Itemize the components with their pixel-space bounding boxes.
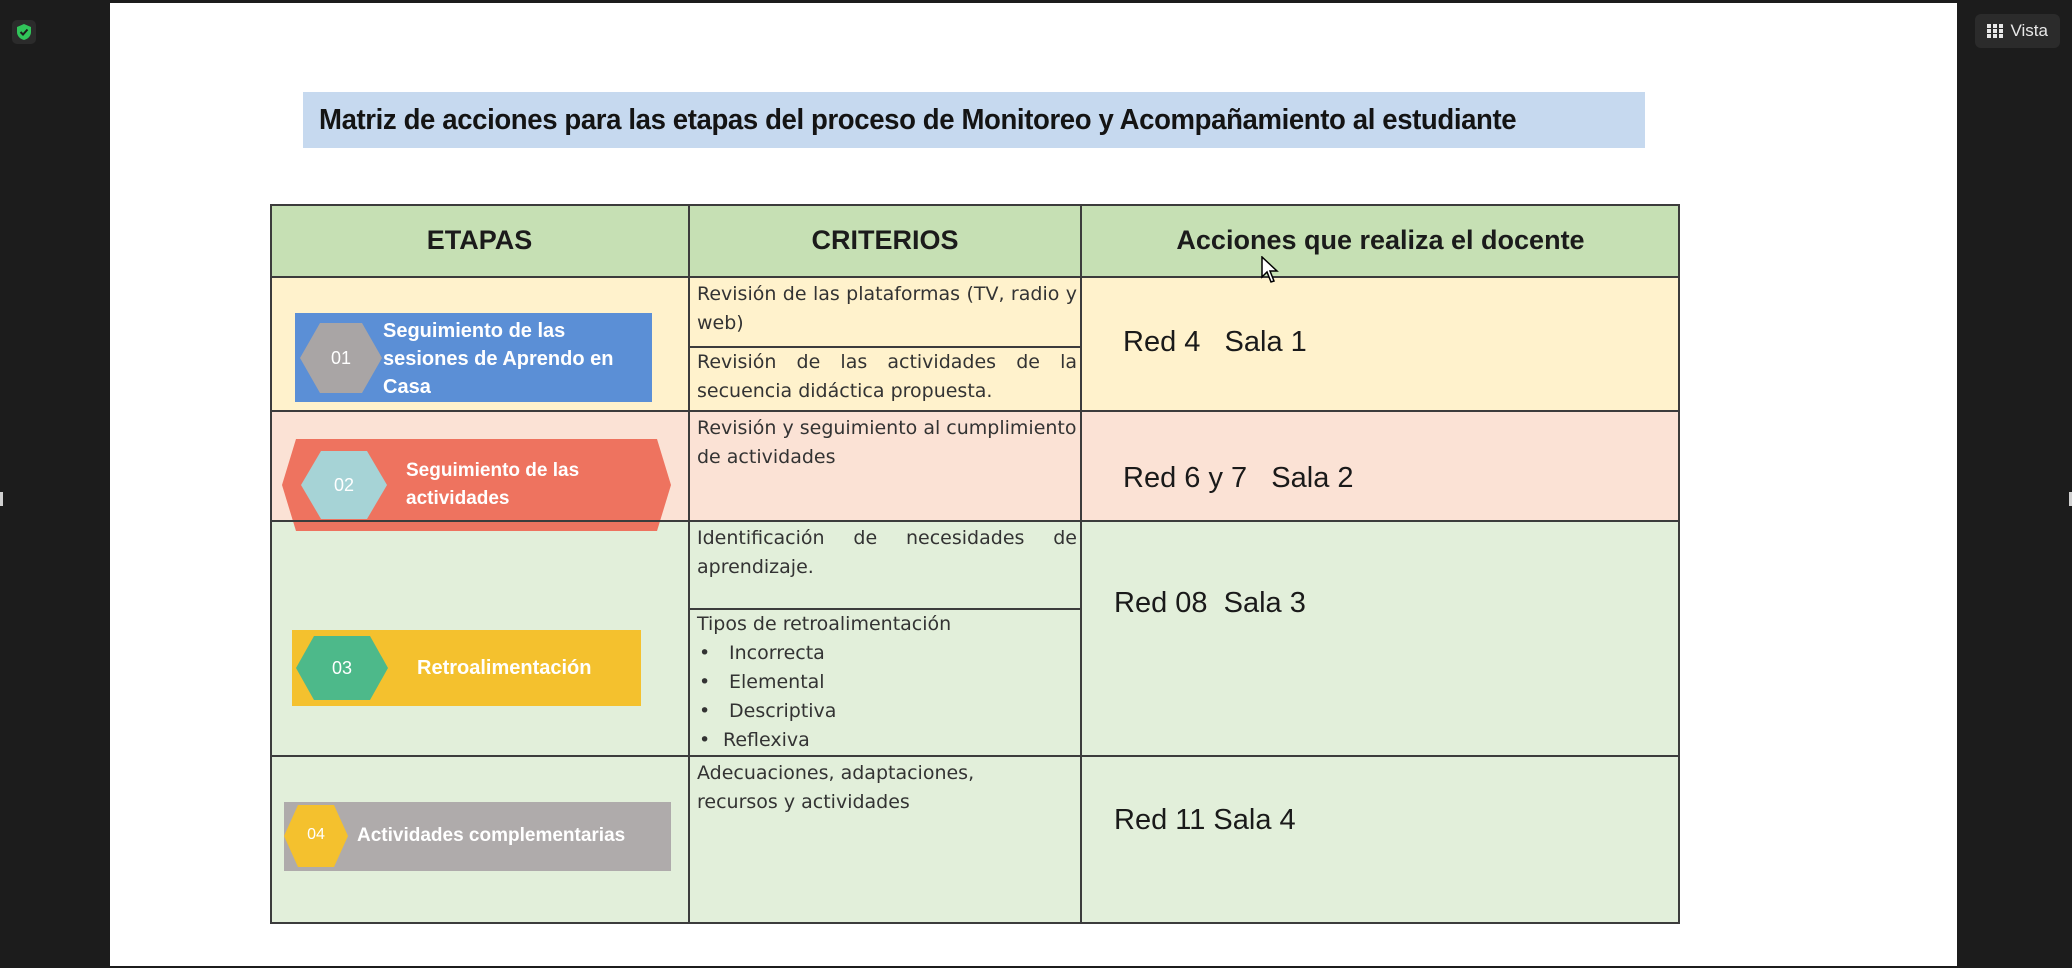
stage-badge-01 [295, 313, 652, 402]
criteria-list-title: Tipos de retroalimentación [697, 613, 952, 635]
stage-badge-04 [284, 802, 671, 871]
criteria-text: Adecuaciones, adaptaciones, recursos y actividades [697, 762, 975, 813]
stage-badge-03 [292, 630, 641, 706]
actions-matrix-table [270, 204, 1680, 924]
mouse-cursor-icon [1261, 256, 1279, 284]
list-item: • Incorrecta [697, 639, 1077, 668]
stage-label: Actividades complementarias [357, 825, 626, 846]
view-button[interactable] [1975, 14, 2061, 48]
stage-label: Seguimiento de las actividades [406, 460, 580, 509]
action-text: Red 11 Sala 4 [1114, 804, 1296, 836]
shared-slide [110, 3, 1957, 966]
criteria-text: Revisión de las plataformas (TV, radio y web) [697, 283, 1077, 334]
criteria-list [697, 610, 1077, 755]
criteria-text: Revisión de las actividades de la secuencia didáctica propuesta. [697, 351, 1077, 402]
left-resize-handle[interactable] [0, 492, 3, 506]
stage-label: Seguimiento de las sesiones de Aprendo en Casa [383, 320, 614, 398]
grid-icon [1987, 24, 2003, 38]
criteria-text: Identificación de necesidades de aprendizaje. [697, 527, 1077, 578]
stage-number: 03 [331, 657, 353, 678]
list-item: • Elemental [697, 668, 1077, 697]
list-item: • Descriptiva [697, 697, 1077, 726]
security-shield-icon[interactable] [12, 20, 36, 44]
header-acciones: Acciones que realiza el docente [1176, 225, 1585, 255]
stage-number: 01 [330, 347, 352, 368]
stage-label: Retroalimentación [417, 657, 592, 679]
header-etapas: ETAPAS [426, 225, 533, 255]
criteria-text: Revisión y seguimiento al cumplimiento de actividades [697, 417, 1077, 468]
slide-title: Matriz de acciones para las etapas del proceso de Monitoreo y Acompañamiento al estudiante [319, 103, 1517, 136]
list-item: • Reflexiva [697, 726, 1077, 755]
stage-number: 02 [333, 474, 355, 495]
action-text: Red 08 Sala 3 [1114, 587, 1306, 619]
slide-title-bar [303, 92, 1645, 148]
view-button-label: Vista [2010, 21, 2048, 40]
stage-badge-02 [282, 439, 671, 531]
header-criterios: CRITERIOS [811, 225, 959, 255]
stage-number: 04 [307, 826, 325, 843]
action-text: Red 6 y 7 Sala 2 [1123, 462, 1354, 494]
action-text: Red 4 Sala 1 [1123, 326, 1307, 358]
